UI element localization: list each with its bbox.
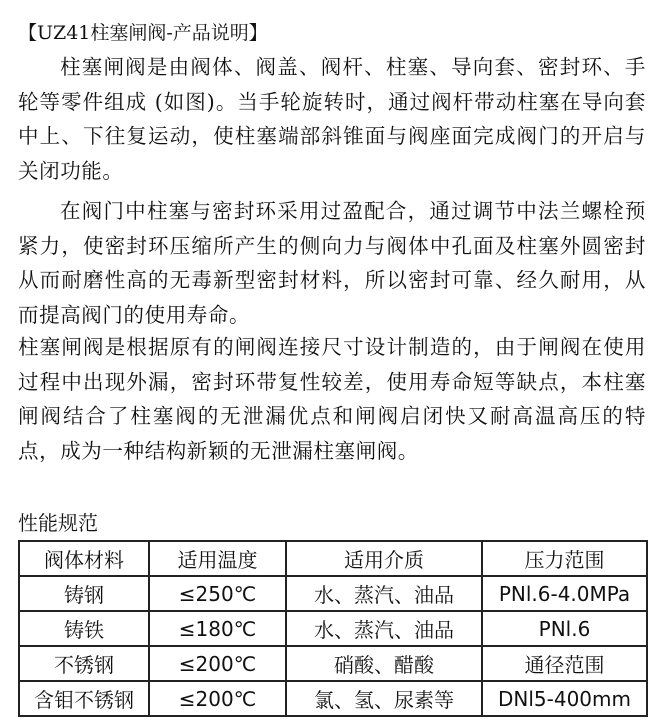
table-header-row — [19, 541, 647, 576]
cell-temperature: ≤250℃ — [149, 576, 286, 611]
table-row — [19, 681, 647, 716]
document-title: 【UZ41柱塞闸阀-产品说明】 — [18, 22, 268, 44]
cell-material: 铸铁 — [19, 611, 149, 646]
table-row — [19, 646, 647, 681]
cell-material: 不锈钢 — [19, 646, 149, 681]
cell-medium: 水、蒸汽、油品 — [286, 611, 482, 646]
cell-nominal-diameter-label: 通径范围 — [482, 646, 647, 681]
cell-temperature: ≤180℃ — [149, 611, 286, 646]
cell-medium: 硝酸、醋酸 — [286, 646, 482, 681]
cell-temperature: ≤200℃ — [149, 681, 286, 716]
header-pressure-range: 压力范围 — [482, 541, 647, 576]
cell-material: 含钼不锈钢 — [19, 681, 149, 716]
section-title-performance: 性能规范 — [18, 511, 98, 535]
paragraph-advantages: 柱塞闸阀是根据原有的闸阀连接尺寸设计制造的，由于闸阀在使用过程中出现外漏，密封环带复性较差，使用寿命短等缺点，本柱塞闸阀结合了柱塞阀的无泄漏优点和闸阀启闭快又耐高温高压的特点，成为一种结构新颖的无泄漏柱塞闸阀。 — [18, 335, 646, 463]
cell-pressure: PNl.6-4.0MPa — [482, 576, 647, 611]
header-medium: 适用介质 — [286, 541, 482, 576]
cell-temperature: ≤200℃ — [149, 646, 286, 681]
paragraph-structure: 柱塞闸阀是由阀体、阀盖、阀杆、柱塞、导向套、密封环、手轮等零件组成 (如图)。当手轮旋转时，通过阀杆带动柱塞在导向套中上、下往复运动，使柱塞端部斜锥面与阀座面完成阀门的开启与关闭功能。 — [18, 55, 646, 183]
table-row — [19, 611, 647, 646]
table-row — [19, 576, 647, 611]
header-body-material: 阀体材料 — [19, 541, 149, 576]
cell-medium: 水、蒸汽、油品 — [286, 576, 482, 611]
cell-material: 铸钢 — [19, 576, 149, 611]
cell-medium: 氯、氢、尿素等 — [286, 681, 482, 716]
performance-spec-table — [18, 540, 648, 717]
cell-nominal-diameter: DNl5-400mm — [482, 681, 647, 716]
cell-pressure: PNl.6 — [482, 611, 647, 646]
paragraph-sealing: 在阀门中柱塞与密封环采用过盈配合，通过调节中法兰螺栓预紧力，使密封环压缩所产生的侧向力与阀体中孔面及柱塞外圆密封从而耐磨性高的无毒新型密封材料，所以密封可靠、经久耐用，从而提高阀门的使用寿命。 — [18, 199, 646, 327]
header-temperature: 适用温度 — [149, 541, 286, 576]
